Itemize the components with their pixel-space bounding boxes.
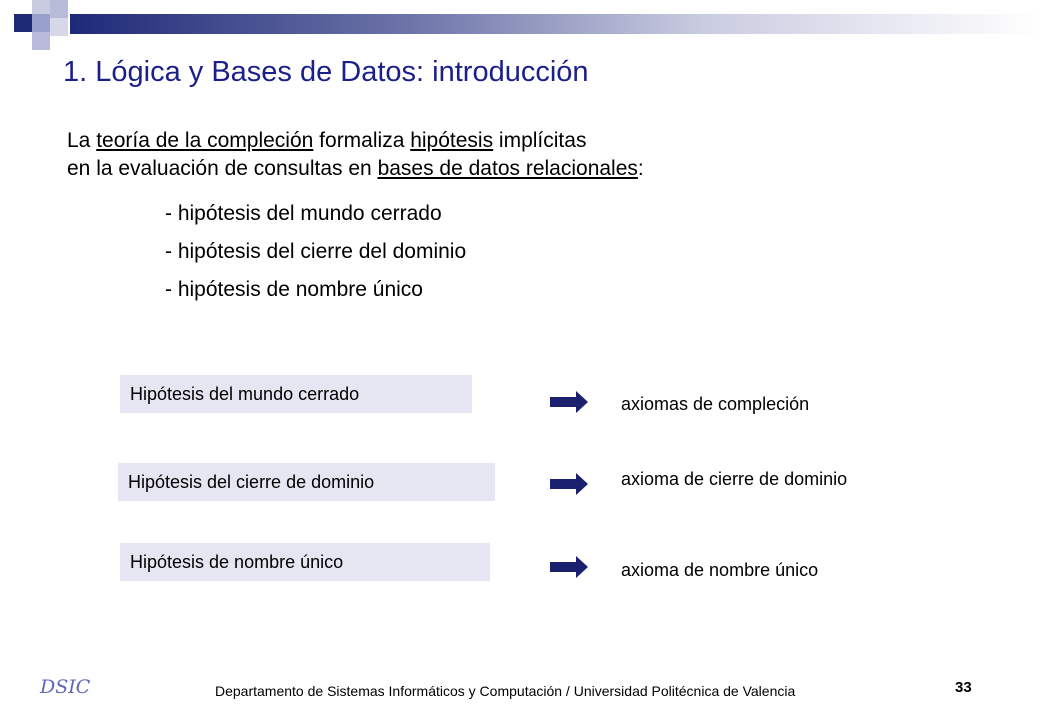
hypothesis-box-closed-world: Hipótesis del mundo cerrado — [120, 375, 472, 413]
header-gradient-bar — [70, 14, 1040, 34]
intro-text: formaliza — [313, 129, 411, 152]
axiom-label: axioma de cierre de dominio — [621, 469, 848, 489]
axiom-label: axioma de nombre único — [621, 560, 819, 580]
intro-text: : — [637, 157, 644, 180]
hypothesis-box-domain-closure: Hipótesis del cierre de dominio — [118, 463, 495, 501]
term-relational-databases: bases de datos relacionales — [377, 157, 638, 180]
axiom-label: axiomas de compleción — [621, 394, 810, 414]
bullet-item: - hipótesis de nombre único — [165, 278, 423, 301]
page-number: 33 — [955, 679, 972, 696]
intro-text: La — [67, 129, 97, 152]
intro-text: implícitas — [493, 129, 587, 152]
right-arrow-icon — [550, 473, 590, 495]
intro-paragraph — [67, 127, 644, 183]
dsic-logo: DSIC — [40, 676, 91, 698]
right-arrow-icon — [550, 556, 590, 578]
right-arrow-icon — [550, 391, 590, 413]
bullet-item: - hipótesis del mundo cerrado — [165, 202, 442, 225]
bullet-item: - hipótesis del cierre del dominio — [165, 240, 467, 263]
intro-text: en la evaluación de consultas en — [67, 157, 378, 180]
term-completion-theory: teoría de la compleción — [96, 129, 314, 152]
footer-department: Departamento de Sistemas Informáticos y Computación / Universidad Politécnica de Valencia — [215, 683, 796, 699]
term-hypothesis: hipótesis — [410, 129, 494, 152]
corner-decoration — [0, 0, 80, 60]
hypothesis-box-unique-name: Hipótesis de nombre único — [120, 543, 490, 581]
slide-title: 1. Lógica y Bases de Datos: introducción — [63, 56, 589, 88]
